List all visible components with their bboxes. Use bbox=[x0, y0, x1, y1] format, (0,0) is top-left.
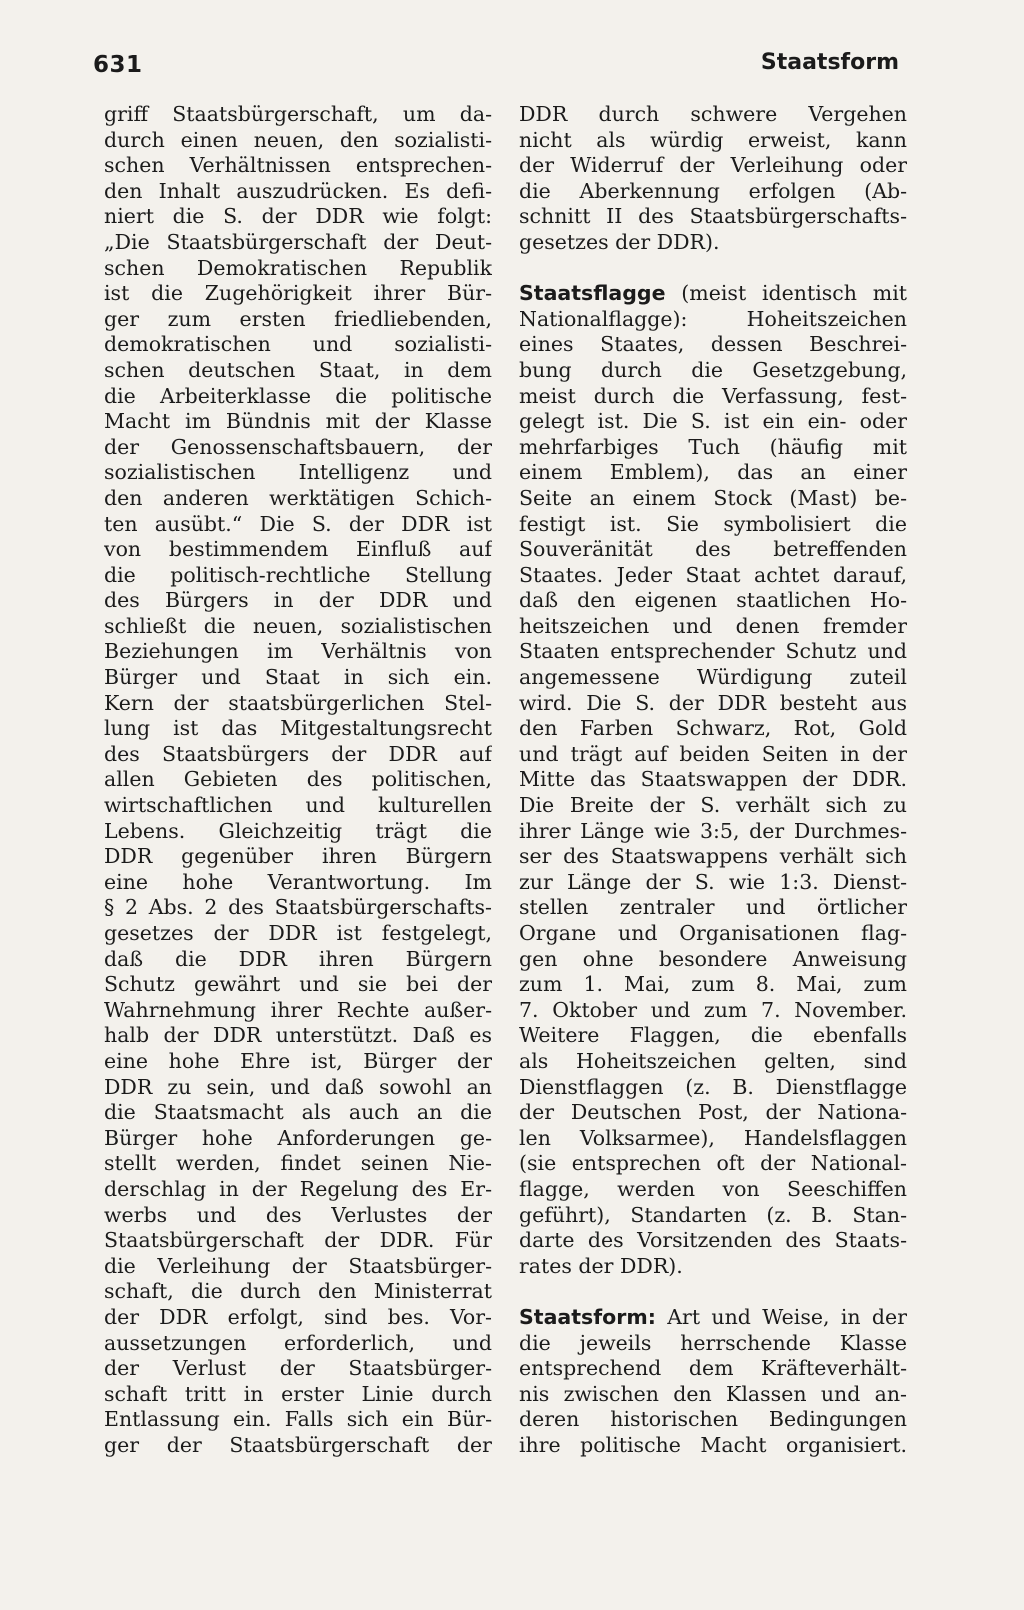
text-line: Seite an einem Stock (Mast) be- bbox=[519, 485, 907, 510]
text-line: die Staatsmacht als auch an die bbox=[104, 1100, 492, 1125]
text-line: aussetzungen erforderlich, und bbox=[104, 1330, 492, 1355]
entry-text: Art und Weise, in der bbox=[655, 1304, 907, 1329]
text-line: gelegt ist. Die S. ist ein ein- oder bbox=[519, 409, 907, 434]
text-line: den Inhalt auszudrücken. Es defi- bbox=[104, 178, 492, 203]
text-line: eine hohe Verantwortung. Im bbox=[104, 869, 492, 894]
entry-staatsflagge bbox=[519, 281, 907, 1279]
text-line: § 2 Abs. 2 des Staatsbürgerschafts- bbox=[104, 895, 492, 920]
left-column bbox=[104, 102, 492, 1458]
text-line: entsprechend dem Kräfteverhält- bbox=[519, 1356, 907, 1381]
right-column bbox=[519, 102, 907, 1458]
entry-first-line bbox=[519, 1305, 907, 1331]
text-line: Entlassung ein. Falls sich ein Bür- bbox=[104, 1407, 492, 1432]
text-line: ihre politische Macht organisiert. bbox=[519, 1432, 907, 1457]
text-line: des Staatsbürgers der DDR auf bbox=[104, 741, 492, 766]
text-line: mehrfarbiges Tuch (häufig mit bbox=[519, 434, 907, 459]
text-line: heitszeichen und denen fremder bbox=[519, 613, 907, 638]
text-line: ser des Staatswappens verhält sich bbox=[519, 844, 907, 869]
text-line: den Farben Schwarz, Rot, Gold bbox=[519, 716, 907, 741]
text-line: Nationalflagge): Hoheitszeichen bbox=[519, 306, 907, 331]
entry-first-line bbox=[519, 281, 907, 307]
text-line: der Genossenschaftsbauern, der bbox=[104, 434, 492, 459]
text-line: niert die S. der DDR wie folgt: bbox=[104, 204, 492, 229]
text-line: meist durch die Verfassung, fest- bbox=[519, 383, 907, 408]
text-line: 7. Oktober und zum 7. November. bbox=[519, 997, 907, 1022]
text-line: schnitt II des Staatsbürgerschafts- bbox=[519, 204, 907, 229]
entry-term: Staatsflagge bbox=[519, 281, 666, 306]
text-line: Schutz gewährt und sie bei der bbox=[104, 972, 492, 997]
text-line: die politisch-rechtliche Stellung bbox=[104, 562, 492, 587]
text-line: gesetzes der DDR). bbox=[519, 229, 720, 254]
text-line: halb der DDR unterstützt. Daß es bbox=[104, 1023, 492, 1048]
text-line: Staates. Jeder Staat achtet darauf, bbox=[519, 562, 907, 587]
text-line: Die Breite der S. verhält sich zu bbox=[519, 793, 907, 818]
continued-paragraph bbox=[519, 102, 907, 256]
page-number: 631 bbox=[93, 52, 143, 78]
text-line: sozialistischen Intelligenz und bbox=[104, 460, 492, 485]
text-line: schen deutschen Staat, in dem bbox=[104, 357, 492, 382]
text-line: derschlag in der Regelung des Er- bbox=[104, 1176, 492, 1201]
text-line: Staaten entsprechender Schutz und bbox=[519, 639, 907, 664]
text-line: DDR durch schwere Vergehen bbox=[519, 102, 907, 126]
text-line: allen Gebieten des politischen, bbox=[104, 767, 492, 792]
text-line: len Volksarmee), Handelsflaggen bbox=[519, 1125, 907, 1150]
text-line: angemessene Würdigung zuteil bbox=[519, 665, 907, 690]
text-line: schaft tritt in erster Linie durch bbox=[104, 1381, 492, 1406]
text-line: schaft, die durch den Ministerrat bbox=[104, 1279, 492, 1304]
text-line: ist die Zugehörigkeit ihrer Bür- bbox=[104, 281, 492, 306]
page-header bbox=[0, 0, 1024, 90]
text-line: Kern der staatsbürgerlichen Stel- bbox=[104, 690, 492, 715]
text-line: ger zum ersten friedliebenden, bbox=[104, 306, 492, 331]
entry-body bbox=[519, 307, 907, 1280]
text-line: werbs und des Verlustes der bbox=[104, 1202, 492, 1227]
text-line: Mitte das Staatswappen der DDR. bbox=[519, 767, 907, 792]
text-line: und trägt auf beiden Seiten in der bbox=[519, 741, 907, 766]
text-line: des Bürgers in der DDR und bbox=[104, 588, 492, 613]
text-line: schen Demokratischen Republik bbox=[104, 255, 492, 280]
text-line: gen ohne besondere Anweisung bbox=[519, 946, 907, 971]
text-line: der Widerruf der Verleihung oder bbox=[519, 153, 907, 178]
entry-body bbox=[519, 1331, 907, 1459]
text-line: Weitere Flaggen, die ebenfalls bbox=[519, 1023, 907, 1048]
text-line: DDR zu sein, und daß sowohl an bbox=[104, 1074, 492, 1099]
text-line: wird. Die S. der DDR besteht aus bbox=[519, 690, 907, 715]
text-line: die Aberkennung erfolgen (Ab- bbox=[519, 178, 907, 203]
text-line: ger der Staatsbürgerschaft der bbox=[104, 1432, 492, 1457]
text-line: eine hohe Ehre ist, Bürger der bbox=[104, 1048, 492, 1073]
text-line: Macht im Bündnis mit der Klasse bbox=[104, 409, 492, 434]
text-line: nis zwischen den Klassen und an- bbox=[519, 1381, 907, 1406]
text-line: nicht als würdig erweist, kann bbox=[519, 127, 907, 152]
entry-term: Staatsform: bbox=[519, 1304, 656, 1329]
text-line: griff Staatsbürgerschaft, um da- bbox=[104, 102, 492, 126]
paragraph-gap bbox=[519, 1279, 907, 1305]
text-line: die jeweils herrschende Klasse bbox=[519, 1330, 907, 1355]
text-line: geführt), Standarten (z. B. Stan- bbox=[519, 1202, 907, 1227]
text-line: stellen zentraler und örtlicher bbox=[519, 895, 907, 920]
text-line: der Verlust der Staatsbürger- bbox=[104, 1356, 492, 1381]
text-line: Organe und Organisationen flag- bbox=[519, 921, 907, 945]
text-line: DDR gegenüber ihren Bürgern bbox=[104, 844, 492, 869]
text-line: von bestimmendem Einfluß auf bbox=[104, 537, 492, 562]
text-line: Lebens. Gleichzeitig trägt die bbox=[104, 818, 492, 843]
text-line: den anderen werktätigen Schich- bbox=[104, 485, 492, 510]
text-line: die Arbeiterklasse die politische bbox=[104, 383, 492, 408]
text-line: zur Länge der S. wie 1:3. Dienst- bbox=[519, 869, 907, 894]
running-head: Staatsform bbox=[760, 50, 899, 75]
text-line: der DDR erfolgt, sind bes. Vor- bbox=[104, 1304, 492, 1329]
text-line: Bürger hohe Anforderungen ge- bbox=[104, 1125, 492, 1150]
entry-text: (meist identisch mit bbox=[665, 281, 907, 306]
text-line: der Deutschen Post, der Nationa- bbox=[519, 1100, 907, 1125]
text-line: gesetzes der DDR ist festgelegt, bbox=[104, 921, 492, 945]
text-line: schen Verhältnissen entsprechen- bbox=[104, 153, 492, 178]
text-line: stellt werden, findet seinen Nie- bbox=[104, 1151, 492, 1176]
text-line: Bürger und Staat in sich ein. bbox=[104, 665, 492, 690]
text-line: zum 1. Mai, zum 8. Mai, zum bbox=[519, 972, 907, 997]
text-line: schließt die neuen, sozialistischen bbox=[104, 613, 492, 638]
text-line: deren historischen Bedingungen bbox=[519, 1407, 907, 1432]
text-line: ten ausübt.“ Die S. der DDR ist bbox=[104, 511, 492, 536]
text-line: (sie entsprechen oft der National- bbox=[519, 1151, 907, 1176]
text-line: ihrer Länge wie 3:5, der Durchmes- bbox=[519, 818, 907, 843]
text-line: demokratischen und sozialisti- bbox=[104, 332, 492, 357]
text-line: Beziehungen im Verhältnis von bbox=[104, 639, 492, 664]
text-line: eines Staates, dessen Beschrei- bbox=[519, 332, 907, 357]
text-line: „Die Staatsbürgerschaft der Deut- bbox=[104, 229, 492, 254]
text-line: einem Emblem), das an einer bbox=[519, 460, 907, 485]
text-line: Wahrnehmung ihrer Rechte außer- bbox=[104, 997, 492, 1022]
text-line: als Hoheitszeichen gelten, sind bbox=[519, 1048, 907, 1073]
text-line: durch einen neuen, den sozialisti- bbox=[104, 127, 492, 152]
paragraph-gap bbox=[519, 256, 907, 282]
text-line: darte des Vorsitzenden des Staats- bbox=[519, 1228, 907, 1253]
text-line: die Verleihung der Staatsbürger- bbox=[104, 1253, 492, 1278]
text-line: wirtschaftlichen und kulturellen bbox=[104, 793, 492, 818]
text-line: festigt ist. Sie symbolisiert die bbox=[519, 511, 907, 536]
text-line: Dienstflaggen (z. B. Dienstflagge bbox=[519, 1074, 907, 1099]
text-line: daß den eigenen staatlichen Ho- bbox=[519, 588, 907, 613]
text-line: bung durch die Gesetzgebung, bbox=[519, 357, 907, 382]
text-line: Staatsbürgerschaft der DDR. Für bbox=[104, 1228, 492, 1253]
text-line: flagge, werden von Seeschiffen bbox=[519, 1176, 907, 1201]
text-line: rates der DDR). bbox=[519, 1253, 683, 1278]
text-line: Souveränität des betreffenden bbox=[519, 537, 907, 562]
text-line: lung ist das Mitgestaltungsrecht bbox=[104, 716, 492, 741]
text-line: daß die DDR ihren Bürgern bbox=[104, 946, 492, 971]
entry-staatsform bbox=[519, 1305, 907, 1459]
